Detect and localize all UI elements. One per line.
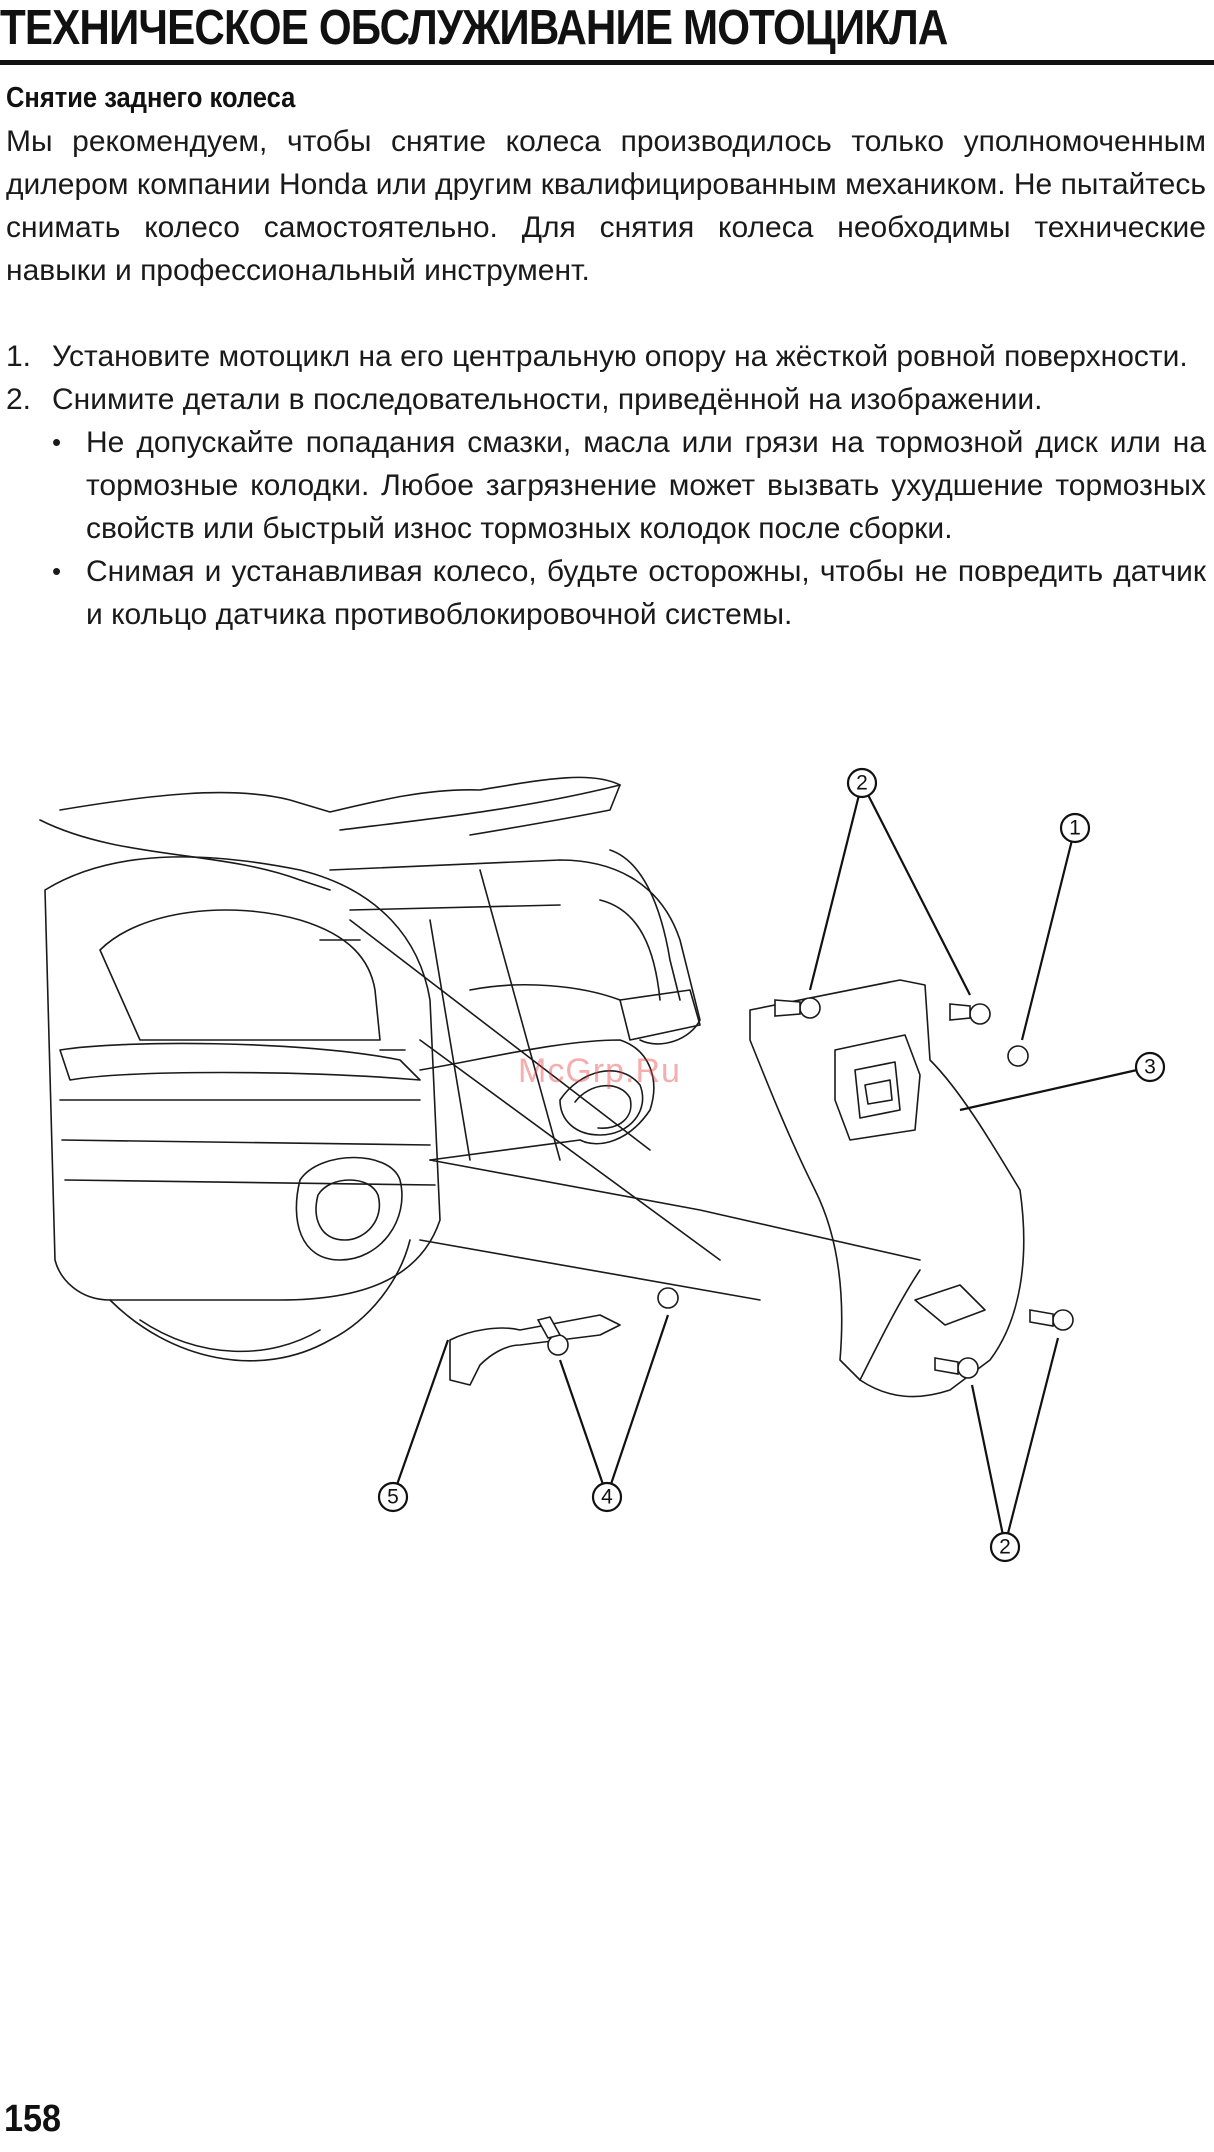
- note-2-text: Снимая и устанавливая колесо, будьте осторожны, чтобы не повредить датчик и кольцо датчика противоблокировочной системы.: [86, 555, 1206, 631]
- intro-paragraph: Мы рекомендуем, чтобы снятие колеса производилось только уполномоченным дилером компании Honda или другим квалифицированным механиком. Не пытайтесь снимать колесо самостоятельно. Для снятия колеса необходимы технические навыки и профессиональный инструмент.: [6, 125, 1206, 287]
- bolt-icon: [658, 1288, 678, 1308]
- step-1-number: 1.: [6, 340, 32, 373]
- watermark: McGrp.Ru: [518, 1052, 681, 1090]
- leader-lines: [393, 783, 1137, 1545]
- callout-2-bottom-label: 2: [999, 1535, 1011, 1559]
- callout-4-label: 4: [601, 1485, 613, 1509]
- bolt-icon: [970, 1004, 990, 1024]
- steps-list: [6, 335, 1206, 636]
- bolt-icon: [1053, 1310, 1073, 1330]
- callout-5-label: 5: [387, 1485, 399, 1509]
- section-heading: Снятие заднего колеса: [6, 82, 296, 114]
- page-number: 158: [4, 2098, 62, 2140]
- bullet-icon: •: [52, 427, 62, 457]
- bolt-icon: [958, 1358, 978, 1378]
- step-1: [6, 335, 1206, 378]
- header-rule: [0, 60, 1214, 65]
- step-2-number: 2.: [6, 383, 32, 416]
- bolt-icon: [800, 998, 820, 1018]
- bullet-icon: •: [52, 556, 62, 586]
- page-header-title: ТЕХНИЧЕСКОЕ ОБСЛУЖИВАНИЕ МОТОЦИКЛА: [0, 1, 948, 55]
- step-2-text: Снимите детали в последовательности, приведённой на изображении.: [52, 383, 1043, 416]
- note-1: [52, 421, 1206, 550]
- notes-list: [52, 421, 1206, 636]
- step-2: [6, 378, 1206, 636]
- bolt-icon: [1008, 1046, 1028, 1066]
- rear-fender-diagram: [0, 740, 1214, 1580]
- callout-1-label: 1: [1069, 816, 1081, 840]
- callout-3-label: 3: [1144, 1055, 1156, 1079]
- note-1-text: Не допускайте попадания смазки, масла или грязи на тормозной диск или на тормозные колодки. Любое загрязнение может вызвать ухудшение тормозных свойств или быстрый износ тормозных колодок после сборки.: [86, 426, 1206, 545]
- step-1-text: Установите мотоцикл на его центральную опору на жёсткой ровной поверхности.: [52, 340, 1188, 373]
- note-2: [52, 550, 1206, 636]
- callout-2-top-label: 2: [856, 771, 868, 795]
